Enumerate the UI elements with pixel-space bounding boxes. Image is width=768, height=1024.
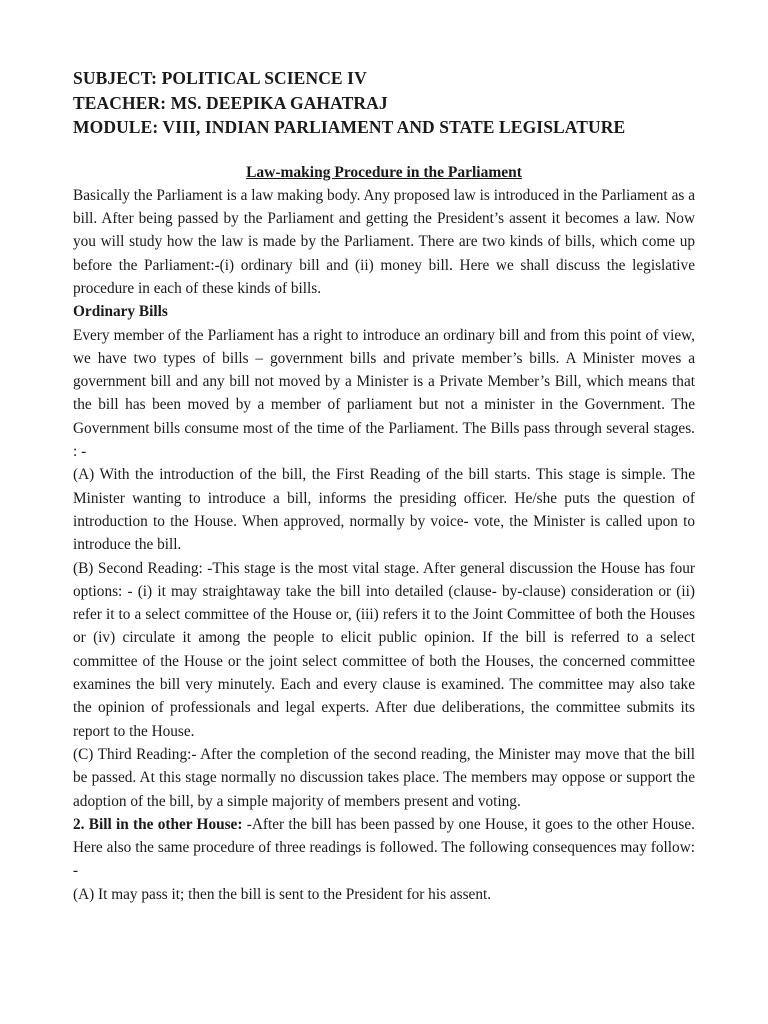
- other-house-heading: 2. Bill in the other House:: [73, 815, 243, 833]
- other-house-paragraph: [73, 813, 695, 883]
- second-reading-paragraph: (B) Second Reading: -This stage is the most vital stage. After general discussion the House has four options: - (i) it may straightaway take the bill into detailed (clause- by-clause) consideration or (ii) refer it to a select committee of the House or, (iii) refers it to the Joint Committee of both the Houses or (iv) circulate it among the people to elicit public opinion. If the bill is referred to a select committee of the House or the joint select committee of both the Houses, the concerned committee examines the bill very minutely. Each and every clause is examined. The committee may also take the opinion of professionals and legal experts. After due deliberations, the committee submits its report to the House.: [73, 559, 695, 740]
- document-title: Law-making Procedure in the Parliament: [246, 163, 522, 181]
- intro-paragraph: Basically the Parliament is a law making body. Any proposed law is introduced in the Parliament as a bill. After being passed by the Parliament and getting the President’s assent it becomes a law. Now you will study how the law is made by the Parliament. There are two kinds of bills, which come up before the Parliament:-(i) ordinary bill and (ii) money bill. Here we shall discuss the legislative procedure in each of these kinds of bills.: [73, 186, 695, 297]
- other-house-body: -After the bill has been passed by one House, it goes to the other House. Here also the same procedure of three readings is followed. The following consequences may follow: -: [73, 815, 695, 880]
- ordinary-bills-paragraph: Every member of the Parliament has a right to introduce an ordinary bill and from this point of view, we have two types of bills – government bills and private member’s bills. A Minister moves a government bill and any bill not moved by a Minister is a Private Member’s Bill, which means that the bill has been moved by a member of parliament but not a minister in the Government. The Government bills consume most of the time of the Parliament. The Bills pass through several stages. : -: [73, 326, 695, 461]
- ordinary-bills-heading: Ordinary Bills: [73, 303, 168, 321]
- third-reading-paragraph: (C) Third Reading:- After the completion of the second reading, the Minister may move that the bill be passed. At this stage normally no discussion takes place. The members may oppose or support the adoption of the bill, by a simple majority of members present and voting.: [73, 745, 695, 810]
- module-line: MODULE: VIII, INDIAN PARLIAMENT AND STATE LEGISLATURE: [73, 117, 626, 137]
- document-page: [73, 66, 695, 906]
- teacher-line: TEACHER: MS. DEEPIKA GAHATRAJ: [73, 92, 388, 113]
- first-reading-paragraph: (A) With the introduction of the bill, the First Reading of the bill starts. This stage is simple. The Minister wanting to introduce a bill, informs the presiding officer. He/she puts the question of introduction to the House. When approved, normally by voice- vote, the Minister is called upon to introduce the bill.: [73, 466, 695, 554]
- subject-line: SUBJECT: POLITICAL SCIENCE IV: [73, 68, 367, 88]
- other-house-option-a: (A) It may pass it; then the bill is sent to the President for his assent.: [73, 885, 492, 903]
- document-header: [73, 66, 695, 140]
